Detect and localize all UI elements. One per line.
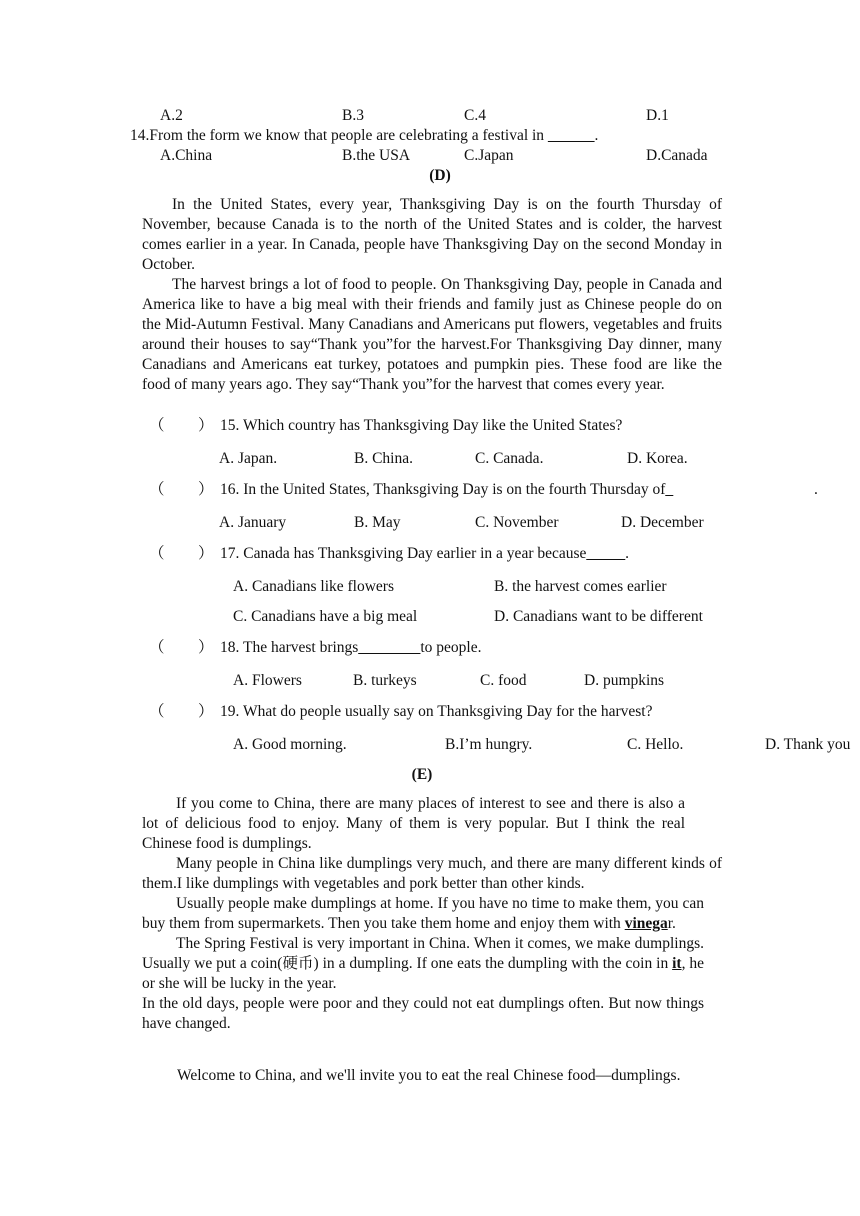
q16-option-b: B. May bbox=[354, 514, 401, 531]
q15-option-b: B. China. bbox=[354, 450, 413, 467]
q17-bracket-open: （ bbox=[149, 545, 165, 562]
q14-option-c: C.Japan bbox=[464, 147, 514, 164]
q14-blank: ______ bbox=[547, 127, 595, 144]
section-e-passage bbox=[142, 794, 722, 1034]
q19-option-d: D. Thank you bbox=[765, 736, 851, 753]
section-d-paragraph-2: The harvest brings a lot of food to people. On Thanksgiving Day, people in Canada and America like to have a big meal with their friends and family just as Chinese people do on the Mid-Autumn Festival. Many Canadians and Americans put flowers, vegetables and fruits around their houses to say“Thank you”for the harvest.For Thanksgiving Day dinner, many Canadians and Americans eat turkey, potatoes and pumpkin pies. These food are like the food of many years ago. They say“Thank you”for the harvest that comes every year. bbox=[142, 276, 722, 393]
section-e-paragraph-4-end: , he or she will be lucky in the year. bbox=[142, 955, 704, 992]
q19-bracket-close: ） bbox=[198, 703, 214, 720]
section-e-paragraph-6: Welcome to China, and we'll invite you to eat the real Chinese food—dumplings. bbox=[177, 1067, 681, 1084]
q16-stem-line bbox=[220, 480, 673, 500]
q16-bracket-open: （ bbox=[149, 481, 165, 498]
section-e-paragraph-5: In the old days, people were poor and they could not eat dumplings often. But now things have changed. bbox=[142, 995, 704, 1032]
q14-option-b: B.the USA bbox=[342, 147, 411, 164]
q15-option-a: A. Japan. bbox=[219, 450, 278, 467]
section-e-paragraph-4 bbox=[142, 934, 722, 994]
q16-blank: _ bbox=[665, 481, 674, 498]
q17-stem-line bbox=[220, 544, 629, 564]
q17-option-d: D. Canadians want to be different bbox=[494, 608, 703, 625]
q19-bracket-open: （ bbox=[149, 703, 165, 720]
section-e-heading: (E) bbox=[411, 766, 433, 783]
section-e-paragraph-3 bbox=[142, 894, 722, 934]
q13-option-b: B.3 bbox=[342, 107, 364, 124]
q16-end: . bbox=[814, 481, 818, 498]
q15-bracket-open: （ bbox=[149, 417, 165, 434]
q16-option-c: C. November bbox=[475, 514, 559, 531]
q17-stem: 17. Canada has Thanksgiving Day earlier in a year because bbox=[220, 545, 587, 562]
q14-stem: 14.From the form we know that people are celebrating a festival in bbox=[130, 127, 545, 144]
q19-option-c: C. Hello. bbox=[627, 736, 684, 753]
section-e-paragraph-3-end: r. bbox=[667, 915, 676, 932]
section-e-paragraph-2: Many people in China like dumplings very much, and there are many different kinds of them.I like dumplings with vegetables and pork better than other kinds. bbox=[142, 855, 722, 892]
q14-end: . bbox=[594, 127, 599, 144]
q18-bracket-open: （ bbox=[149, 639, 165, 656]
section-e-paragraph-1: If you come to China, there are many places of interest to see and there is also a lot of delicious food to enjoy. Many of them is very popular. But I think the real Chinese food is dumplings. bbox=[142, 795, 685, 852]
q18-option-c: C. food bbox=[480, 672, 527, 689]
q13-option-c: C.4 bbox=[464, 107, 486, 124]
section-e-paragraph-4-text: The Spring Festival is very important in China. When it comes, we make dumplings. Usually we put a coin(硬币) in a dumpling. If one eats the dumpling with the coin in bbox=[142, 935, 704, 972]
it-word: it bbox=[672, 955, 682, 972]
q16-stem: 16. In the United States, Thanksgiving Day is on the fourth Thursday of bbox=[220, 481, 666, 498]
q17-option-a: A. Canadians like flowers bbox=[233, 578, 394, 595]
q18-bracket-close: ） bbox=[198, 639, 214, 656]
q18-option-d: D. pumpkins bbox=[584, 672, 665, 689]
section-e-paragraph-3-text: Usually people make dumplings at home. If you have no time to make them, you can buy them from supermarkets. Then you take them home and enjoy them with bbox=[142, 895, 704, 932]
q18-option-a: A. Flowers bbox=[233, 672, 302, 689]
q16-bracket-close: ） bbox=[198, 481, 214, 498]
q17-blank: _____ bbox=[586, 545, 626, 562]
q17-bracket-close: ） bbox=[198, 545, 214, 562]
q15-stem: 15. Which country has Thanksgiving Day like the United States? bbox=[220, 417, 623, 434]
q18-stem-line bbox=[220, 638, 481, 658]
q17-option-c: C. Canadians have a big meal bbox=[233, 608, 418, 625]
q13-option-d: D.1 bbox=[646, 107, 669, 124]
q18-end: to people. bbox=[420, 639, 482, 656]
q16-option-a: A. January bbox=[219, 514, 287, 531]
q16-option-d: D. December bbox=[621, 514, 704, 531]
q18-stem: 18. The harvest brings bbox=[220, 639, 359, 656]
q19-option-b: B.I’m hungry. bbox=[445, 736, 533, 753]
q15-bracket-close: ） bbox=[198, 417, 214, 434]
section-d-passage bbox=[142, 195, 722, 395]
q18-option-b: B. turkeys bbox=[353, 672, 417, 689]
q17-end: . bbox=[625, 545, 630, 562]
q18-blank: ________ bbox=[358, 639, 421, 656]
q14-option-a: A.China bbox=[160, 147, 213, 164]
q13-option-a: A.2 bbox=[160, 107, 183, 124]
q19-option-a: A. Good morning. bbox=[233, 736, 347, 753]
section-d-heading: (D) bbox=[429, 167, 451, 184]
q14-option-d: D.Canada bbox=[646, 147, 708, 164]
q17-option-b: B. the harvest comes earlier bbox=[494, 578, 667, 595]
q15-option-d: D. Korea. bbox=[627, 450, 688, 467]
q19-stem: 19. What do people usually say on Thanksgiving Day for the harvest? bbox=[220, 703, 653, 720]
section-d-paragraph-1: In the United States, every year, Thanksgiving Day is on the fourth Thursday of November, because Canada is to the north of the United States and is colder, the harvest comes earlier in a year. In Canada, people have Thanksgiving Day on the second Monday in October. bbox=[142, 196, 722, 273]
q15-option-c: C. Canada. bbox=[475, 450, 544, 467]
q14-stem-line bbox=[130, 126, 598, 146]
vinegar-word: vinega bbox=[624, 915, 668, 932]
